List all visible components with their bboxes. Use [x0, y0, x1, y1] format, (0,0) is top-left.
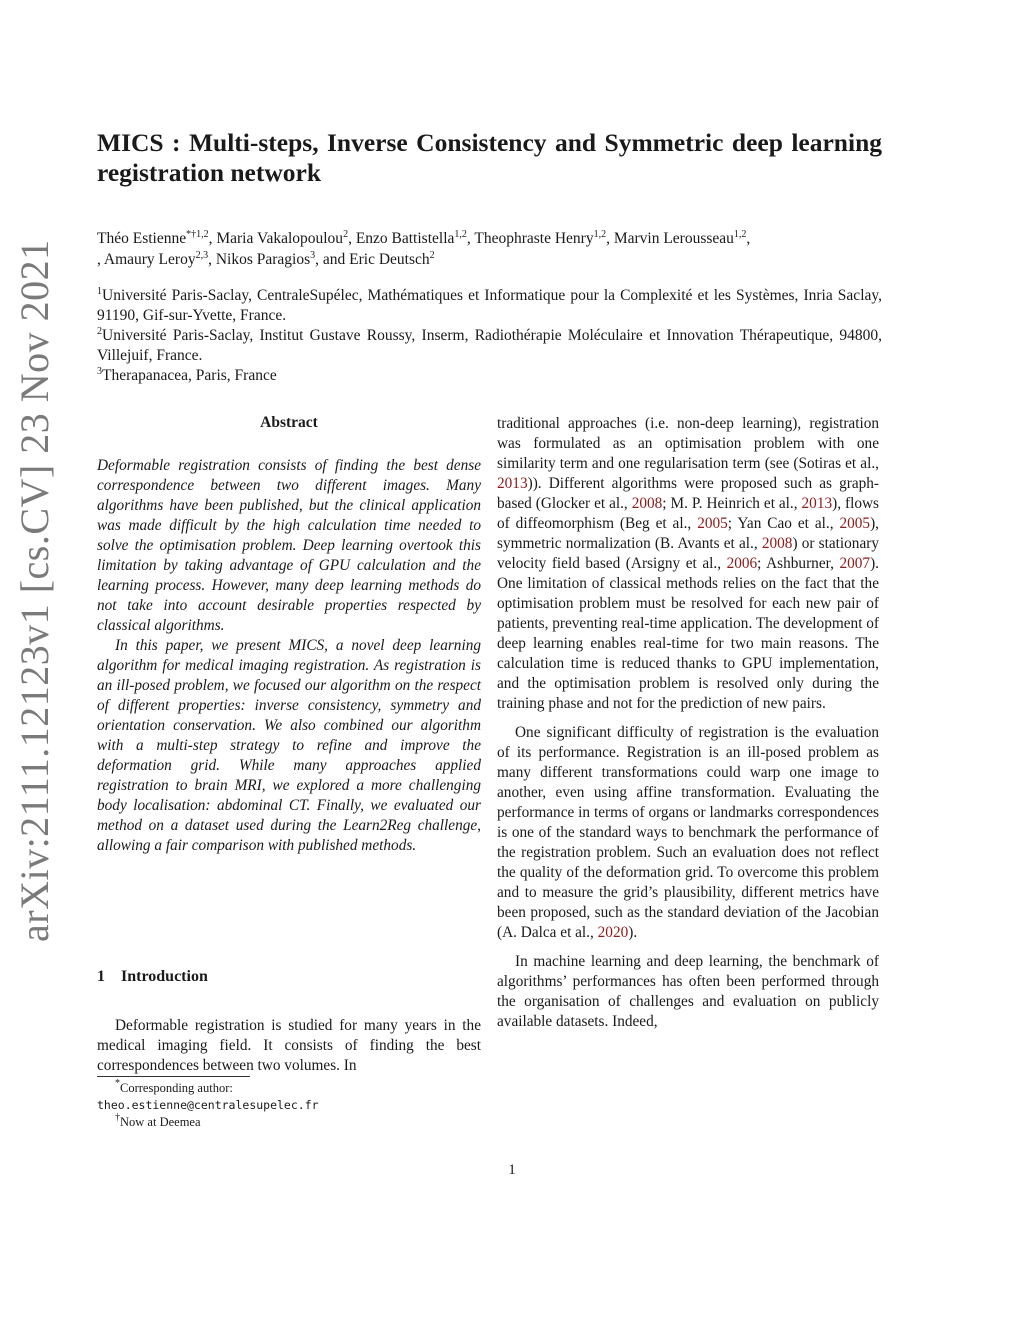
citation-link[interactable]: 2007	[839, 555, 871, 572]
introduction-body	[97, 1016, 481, 1076]
citation-link[interactable]: 2020	[597, 924, 629, 941]
citation-link[interactable]: 2013	[801, 495, 833, 512]
body-paragraph: traditional approaches (i.e. non-deep learning), registration was formulated as an optimisation problem with one similarity term and one regularisation term (see (Sotiras et al., 2013)). Different algorithms were proposed such as graph-based (Glocker et al., 2008; M. P. Heinrich et al., 2013), flows of diffeomorphism (Beg et al., 2005; Yan Cao et al., 2005), symmetric normalization (B. Avants et al., 2008) or stationary velocity field based (Arsigny et al., 2006; Ashburner, 2007). One limitation of classical methods relies on the fact that the optimisation problem must be resolved for each new pair of patients, preventing real-time application. The development of deep learning enables real-time for two main reasons. The calculation time is reduced thanks to GPU implementation, and the optimisation problem is resolved only during the training phase and not for the prediction of new pairs.	[497, 415, 880, 712]
affiliation: $^3$Therapanacea, Paris, France	[97, 366, 277, 384]
citation-link[interactable]: 2005	[697, 515, 728, 532]
footnote-email[interactable]: theo.estienne@centralesupelec.fr	[97, 1098, 319, 1112]
author-name: , Nikos Paragios	[208, 251, 311, 268]
footnote: †Now at Deemea	[115, 1112, 201, 1129]
body-paragraph: In machine learning and deep learning, the benchmark of algorithms’ performances has often been performed through the organisation of challenges and evaluation on publicly available datasets. Indeed,	[497, 953, 879, 1030]
section-heading-introduction	[97, 968, 208, 986]
affiliations	[97, 286, 882, 386]
citation-link[interactable]: 2008	[631, 495, 663, 512]
abstract-heading: Abstract	[260, 414, 318, 431]
section-title: Introduction	[121, 968, 208, 985]
citation-link[interactable]: 2005	[839, 515, 871, 532]
arxiv-side-stamp: arXiv:2111.12123v1 [cs.CV] 23 Nov 2021	[12, 239, 57, 942]
author-sup: 1,2	[454, 229, 467, 240]
paper-title: MICS : Multi-steps, Inverse Consistency and Symmetric deep learning registration network	[97, 128, 882, 187]
author-sup: 3	[310, 250, 316, 261]
page-number: 1	[508, 1162, 516, 1178]
author-name: , Maria Vakalopoulou	[208, 230, 344, 247]
abstract-paragraph: In this paper, we present MICS, a novel deep learning algorithm for medical imaging registration. As registration is an ill-posed problem, we focused our algorithm on the respect of different properties: inverse consistency, symmetry and orientation conservation. We also combined our algorithm with a multi-step strategy to refine and improve the deformation grid. While many approaches applied registration to brain MRI, we explored a more challenging body localisation: abdominal CT. Finally, we evaluated our method on a dataset used during the Learn2Reg challenge, allowing a fair comparison with published methods.	[97, 637, 481, 854]
citation-link[interactable]: 2013	[497, 475, 528, 492]
author-name: , Amaury Leroy	[97, 251, 196, 268]
affiliation: $^2$Université Paris-Saclay, Institut Gustave Roussy, Inserm, Radiothérapie Moléculaire et Innovation Thérapeutique, 94800, Villejuif, France.	[97, 326, 882, 364]
affiliation: $^1$Université Paris-Saclay, CentraleSupélec, Mathématiques et Informatique pour la Complexité et les Systèmes, Inria Saclay, 91190, Gif-sur-Yvette, France.	[97, 286, 882, 324]
body-paragraph: One significant difficulty of registration is the evaluation of its performance. Registration is an ill-posed problem as many different transformations could warp one image to another, even using affine transformation. Evaluating the performance in terms of organs or landmarks correspondences is one of the standard ways to benchmark the performance of the registration problem. Such an evaluation does not reflect the quality of the deformation grid. To overcome this problem and to measure the grid’s plausibility, different metrics have been proposed, such as the standard deviation of the Jacobian (A. Dalca et al., 2020).	[497, 724, 879, 941]
author-sup: *†1,2	[186, 229, 209, 240]
author-sup: 1,2	[593, 229, 607, 240]
abstract-paragraph: Deformable registration consists of finding the best dense correspondence between two different images. Many algorithms have been published, but the clinical application was made difficult by the high calculation time needed to solve the optimisation problem. Deep learning overtook this limitation by taking advantage of GPU calculation and the learning process. However, many deep learning methods do not take into account desirable properties respected by classical algorithms.	[97, 457, 481, 634]
author-name: , Enzo Battistella	[348, 230, 455, 247]
footnotes	[97, 1080, 481, 1131]
author-list: Théo Estienne$^{*\dagger 1,2}$, Maria Vakalopoulou$^2$, Enzo Battistella$^{1,2}$, Theophraste Henry$^{1,2}$, Marvin Lerousseau$^{1,2}$, , Amaury Leroy$^{2,3}$, Nikos Paragios$^3$, and Eric Deutsch$^2$	[97, 229, 751, 268]
right-column-body	[497, 414, 879, 1032]
author-name: , and Eric Deutsch	[315, 251, 430, 268]
citation-link[interactable]: 2008	[761, 535, 793, 552]
author-name: , Marvin Lerousseau	[606, 230, 734, 247]
section-number: 1	[97, 968, 105, 985]
body-paragraph: Deformable registration is studied for many years in the medical imaging field. It consists of finding the best correspondences between two volumes. In	[97, 1017, 481, 1074]
footnote: *Corresponding author:	[115, 1078, 233, 1095]
author-sup: 2,3	[195, 250, 209, 261]
abstract-body	[97, 456, 481, 856]
footnote-rule	[97, 1076, 250, 1077]
author-name: Théo Estienne	[97, 230, 187, 247]
citation-link[interactable]: 2006	[726, 555, 758, 572]
author-sup: 2	[429, 250, 435, 261]
author-sup: 2	[343, 229, 349, 240]
author-sup: 1,2	[733, 229, 747, 240]
author-name: , Theophraste Henry	[466, 230, 594, 247]
